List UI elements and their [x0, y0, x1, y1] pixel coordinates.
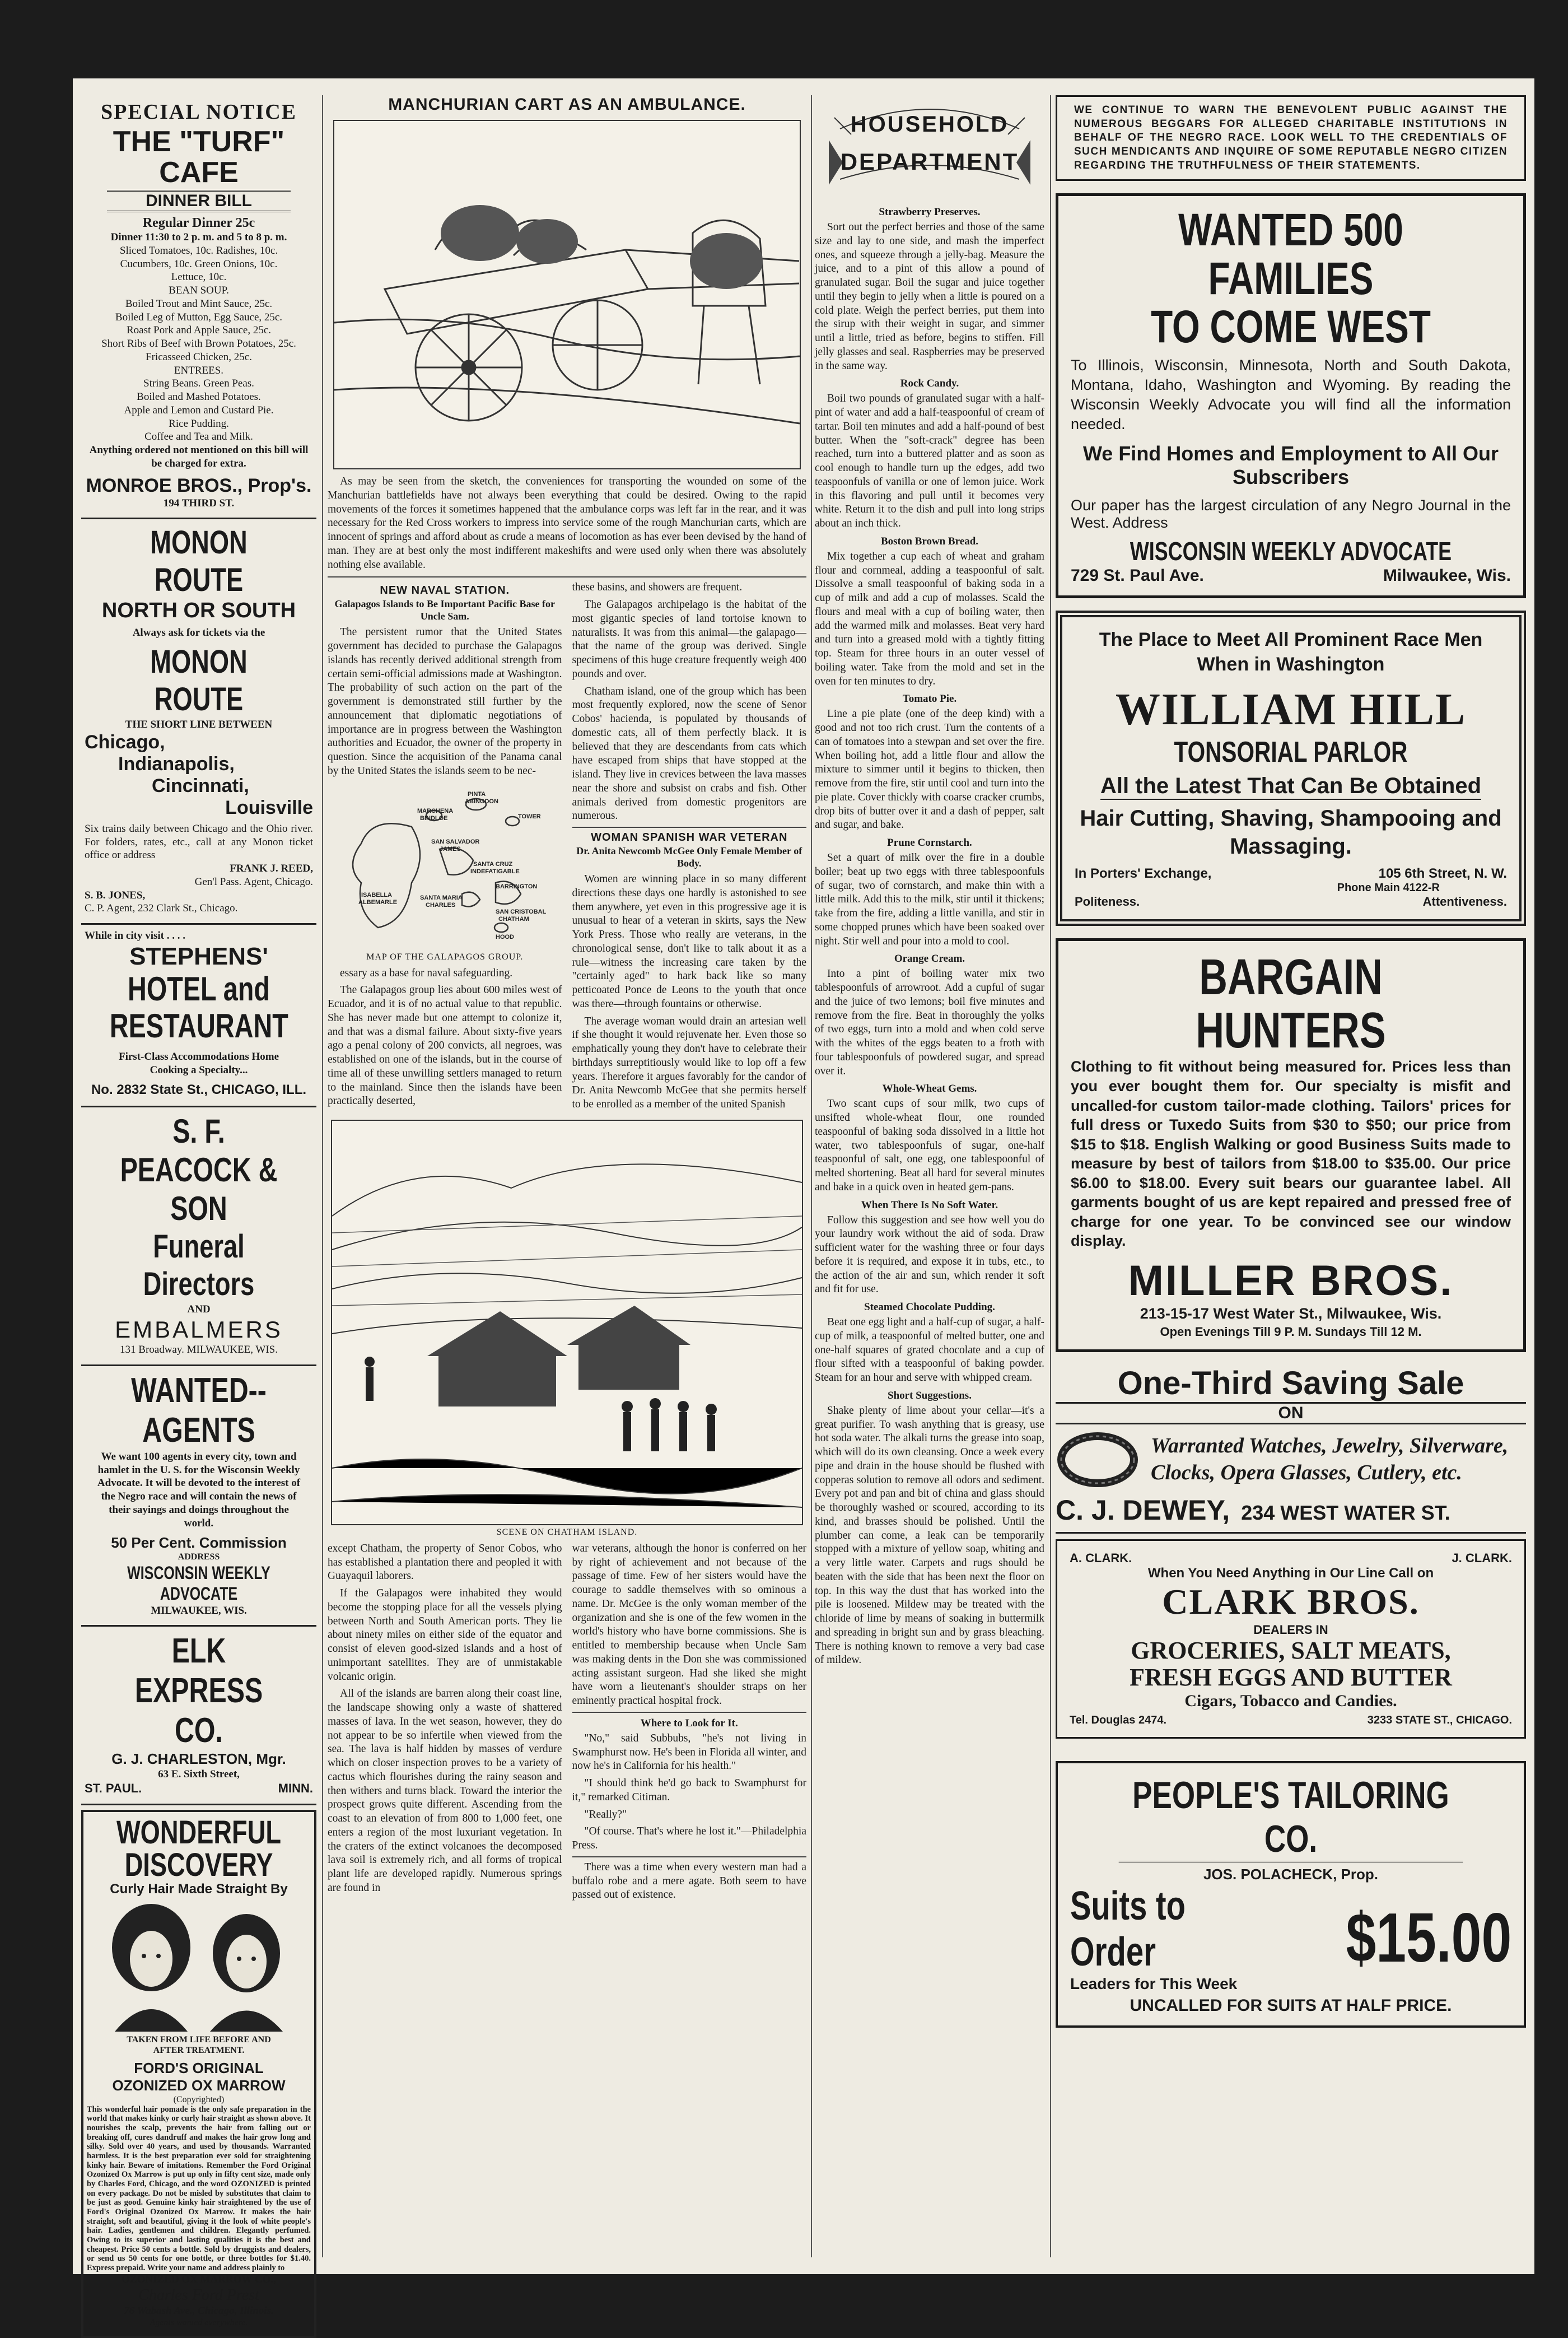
map-label: SANTA CRUZ [473, 860, 513, 868]
discovery-title: DISCOVERY [124, 1847, 273, 1884]
monon-city: Indianapolis, [118, 753, 235, 775]
map-label: ISABELLA [361, 891, 392, 898]
stephens-address: No. 2832 State St., CHICAGO, ILL. [91, 1082, 307, 1098]
turf-address: 194 THIRD ST. [163, 497, 235, 509]
hill-latest: All the Latest That Can Be Obtained [1100, 774, 1481, 800]
recipe-body: Mix together a cup each of wheat and graham flour and cornmeal, adding a teaspoonful of salt. Dissolve a small teaspoonful of baking soda in a cup of milk and add a cup of molasses. Scald the flours and meal with a cup of boiling water, then add the warmed milk and molasses. Beat very hard and turn into a greased mold with a tightly fitting top. Steam for three hours in an outer vessel of boiling water. Take from the mold and set in the oven for ten minutes to dry. [815, 550, 1044, 687]
galapagos-para: The Galapagos archipelago is the habitat of the most gigantic species of land tortoise known to naturalists. It was from this animal—the galapago—that the name of the group was derived. Single specimens of this huge creature frequently weigh 400 pounds and over. [572, 599, 806, 680]
recipe-title: Strawberry Preserves. [879, 206, 981, 218]
galapagos-para: essary as a base for naval safeguarding. [340, 967, 513, 979]
menu-item: Sliced Tomatoes, 10c. Radishes, 10c. [119, 244, 278, 257]
dewey-address: 234 WEST WATER ST. [1241, 1501, 1450, 1524]
families-title: WANTED 500 FAMILIES [1178, 204, 1403, 304]
galapagos-subhead: Galapagos Islands to Be Important Pacific Base for Uncle Sam. [334, 598, 555, 622]
elk-manager: G. J. CHARLESTON, Mgr. [111, 1750, 286, 1768]
recipe-body: Two scant cups of sour milk, two cups of unsifted whole-wheat flour, one rounded teaspoonful of baking soda dissolved in a little hot water, two tablespoonfuls of sugar, one-half teaspoonful of salt, one egg, one tablespoonful of melted shortening. Beat all hard for several minutes and bake in a quick oven in heated gem-pans. [815, 1098, 1044, 1193]
chatham-island-illustration [331, 1120, 803, 1525]
household-column [815, 95, 1044, 2263]
dewey-goods: Warranted Watches, Jewelry, Silverware, Clocks, Opera Glasses, Cutlery, etc. [1151, 1434, 1509, 1484]
recipe-body: Into a pint of boiling water mix two tablespoonfuls of arrowroot. Add a cupful of sugar and the juice of two lemons; boil five minutes and remove from the fire. Beat in thoroughly the yolks of two eggs, turn into a mold and when cold serve with the whites of the eggs beaten to a froth with four tablespoonfuls of powdered sugar, and spread over it. [815, 968, 1044, 1077]
menu-item: Cucumbers, 10c. Green Onions, 10c. [120, 258, 278, 270]
cart-sketch [334, 121, 800, 466]
agents-commission: 50 Per Cent. Commission [111, 1534, 287, 1552]
recipe-title: Tomato Pie. [902, 693, 957, 705]
column-rule [322, 95, 323, 2257]
veteran-subhead: Dr. Anita Newcomb McGee Only Female Member of Body. [576, 845, 802, 869]
column-rule [811, 95, 812, 2257]
menu-item: Boiled Trout and Mint Sauce, 25c. [125, 297, 273, 310]
wonderful-discovery-ad [81, 1810, 316, 2338]
menu-item: Roast Pork and Apple Sauce, 25c. [126, 324, 272, 337]
discovery-title: WONDERFUL [116, 1814, 282, 1851]
ads-column-left [81, 95, 316, 2328]
families-body2: Our paper has the largest circulation of any Negro Journal in the West. Address [1071, 497, 1511, 532]
cart-body: As may be seen from the sketch, the conveniences for transporting the wounded on some of the Manchurian battlefields have not always been everything that could be desired. Owing to the rapid movements of the forces it sometimes happened that the ambulance corps was left far in the rear, and it was necessary for the Red Cross workers to impress into service some of the rough Manchurian carts, which are innocent of springs and afford about as crude a means of locomotion as has ever been devised by the hand of man. They are at best only the most indifferent makeshifts and were used only when there was absolutely nothing else available. [328, 476, 806, 571]
cart-headline: MANCHURIAN CART AS AN AMBULANCE. [388, 95, 746, 114]
peoples-uncalled: UNCALLED FOR SUITS AT HALF PRICE. [1130, 1996, 1452, 2015]
clark-left: A. CLARK. [1070, 1550, 1132, 1565]
clark-bros-ad [1056, 1539, 1526, 1739]
monon-tickets: Always ask for tickets via the [132, 627, 265, 639]
recipe-list [815, 206, 1044, 1668]
monon-city: Chicago, [85, 731, 165, 753]
miller-bros-name: MILLER BROS. [1128, 1256, 1454, 1305]
galapagos-para: All of the islands are barren along their coast line, the landscape showing only a waste of shattered masses of lava. In the wet season, however, they do not appear to be so infertile when viewed from the sea. The lava is half hidden by masses of verdure which on closer inspection proves to be a variety of cactus which flourishes during the rainy season and then withers and turns black. Toward the interior the prospect grows quite different. Ascending from the coast to an elevation of from 800 to 1,000 feet, one enters a region of the most luxuriant vegetation. In the craters of the extinct volcanoes the decomposed lava soil is extremely rich, and all forms of tropical plant life are developed rapidly. Numerous springs are found in [328, 1688, 562, 1894]
monon-title: MONON ROUTE [150, 524, 248, 599]
recipe-body: Shake plenty of lime about your cellar—it's a great purifier. To wash anything that is greasy, use hot soda water. The alkali turns the grease into soap, which will do its own cleansing. Once a week every pipe and drain in the house should be flushed with copperas solution to remove all odors and sediment. Every pot and pan and bit of china and glass should be thoroughly washed or scoured, according to its kind, and brasses should be polished. Until the plumber can come, a leak can be temporarily stopped with a mixture of yellow soap, whiting and a very little water. Carpets and rugs should be beaten with the side that has been next the floor on top. In this way the dust that has worked into the pile is loosened. Mildew may be treated with the chloride of lime by means of soaking in buttermilk and spreading in bright sun and by grass bleaching. There is nothing known to remove a very bad case of mildew. [815, 1404, 1044, 1666]
recipe-body: Beat one egg light and a half-cup of sugar, a half-cup of milk, a teaspoonful of melted butter, one and one-half squares of grated chocolate and a cup of flour sifted with a teaspoonful of baking powder. Steam for an hour and serve with whipped cream. [815, 1316, 1044, 1384]
recipe-body: Set a quart of milk over the fire in a double boiler; beat up two eggs with three tablespoonfuls of sugar, two of cornstarch, and make thin with a little milk. Add this to the milk, stir until it thickens; take from the fire, adding a little vanilla, and stir in some chopped prunes which have been soaked over night. Stir well and pour into a mold to cool. [815, 852, 1044, 947]
where-para: "No," said Subbubs, "he's not living in Swamphurst now. He's been in Florida all winter, and now he's in California for his health." [572, 1732, 806, 1772]
hill-street: 105 6th Street, N. W. [1378, 866, 1507, 882]
stephens-name: STEPHENS' [129, 942, 268, 970]
recipe-title: Rock Candy. [900, 378, 959, 390]
dewey-on: ON [1056, 1402, 1526, 1424]
dewey-ad [1056, 1364, 1526, 1534]
peoples-price: $15.00 [1346, 1899, 1511, 1977]
galapagos-headline: NEW NAVAL STATION. [380, 584, 510, 597]
recipe-body: Boil two pounds of granulated sugar with a half-pint of water and add a half-teaspoonful of cream of tartar. Boil ten minutes and add a half-pound of best butter. When the "soft-crack" degree has been reached, turn into a buttered platter and as soon as cool enough to handle turn up the edges, add two teaspoonfuls of vanilla or one of lemon juice. Work in this flavoring and pull until it becomes very white. Return it to the dish and pull into long strips about an inch thick. [815, 393, 1044, 529]
newspaper-page [73, 78, 1534, 2328]
families-street: 729 St. Paul Ave. [1071, 566, 1204, 585]
peoples-tailoring-ad [1056, 1761, 1526, 2028]
menu-item: Short Ribs of Beef with Brown Potatoes, 25c. [101, 338, 296, 350]
island-scene [332, 1121, 802, 1522]
stephens-intro: While in city visit . . . . [85, 930, 185, 942]
map-label: BARRINGTON [496, 883, 538, 890]
household-banner [815, 95, 1044, 202]
monon-agent-title: C. P. Agent, 232 Clark St., Chicago. [85, 902, 238, 915]
galapagos-para: except Chatham, the property of Senor Cobos, who has established a plantation there and peopled it with Guayaquil laborers. [328, 1542, 562, 1582]
stephens-sub: First-Class Accommodations Home Cooking a Specialty... [118, 1050, 279, 1076]
regular-dinner: Regular Dinner 25c [142, 216, 255, 231]
families-find: We Find Homes and Employment to All Our Subscribers [1082, 442, 1499, 489]
recipe-title: Whole-Wheat Gems. [882, 1083, 977, 1095]
clark-line3: Cigars, Tobacco and Candies. [1184, 1691, 1397, 1710]
monon-agent-title: Gen'l Pass. Agent, Chicago. [194, 875, 313, 888]
recipe-title: Orange Cream. [894, 953, 965, 965]
turf-cafe-name: THE "TURF" CAFE [113, 125, 285, 189]
recipe-body: Sort out the perfect berries and those of the same size and lay to one side, and mash the imperfect ones, and squeeze through a jelly-bag. Measure the juice, and to a pint of this allow a pound of granulated sugar. Boil the sugar and juice together until they begin to jelly when a little is poured on a cold plate. Weigh the perfect berries, put them into the sirup with their weight in sugar, and simmer until a little, tried as before, begins to stiffen. Fill jelly glasses and seal. Raspberries may be preserved in the same way. [815, 221, 1044, 372]
menu-item: Lettuce, 10c. [171, 271, 227, 283]
hill-politeness: Politeness. [1075, 895, 1140, 909]
peoples-suits: Suits to Order [1070, 1883, 1186, 1974]
scene-caption: SCENE ON CHATHAM ISLAND. [496, 1527, 638, 1537]
recipe-body: Follow this suggestion and see how well you do your laundry work without the aid of soda. Draw sufficient water for the washing three or four days before it is required, and expose it in tubs, etc., to the action of the air and sun, which render it soft and fit for use. [815, 1214, 1044, 1296]
hill-phone: Phone Main 4122-R [1337, 882, 1440, 895]
veteran-para: Women are winning place in so many different directions these days one hardly is astonished to see them anywhere, yet even in this progressive age it is unusual to hear of a veteran in skirts, says the New York Press. Those who really are veterans, in the chronological sense, don't like to talk about it as a rule—witness the increasing care taken by the "certainly aged" to hark back like so many petticoated Ponce de Leons to the youth that once was there—through fountains or otherwise. [572, 873, 806, 1010]
peacock-address: 131 Broadway. MILWAUKEE, WIS. [120, 1344, 278, 1356]
hill-intro: The Place to Meet All Prominent Race Men When in Washington [1099, 629, 1483, 676]
galapagos-map [328, 782, 562, 950]
map-label: BINDLOE [420, 814, 448, 822]
peoples-leaders: Leaders for This Week [1070, 1974, 1238, 1992]
map-label: SAN SALVADOR [431, 838, 480, 845]
map-label: TOWER [518, 813, 541, 820]
monon-agent: S. B. JONES, [85, 889, 146, 901]
map-label: CHARLES [426, 901, 456, 909]
news-column [328, 95, 806, 2263]
recipe-title: Steamed Chocolate Pudding. [864, 1301, 995, 1313]
dinner-bill: DINNER BILL [107, 190, 291, 212]
product-name: OZONIZED OX MARROW [112, 2076, 286, 2094]
peacock-and: AND [187, 1303, 211, 1316]
elk-city: ST. PAUL. [85, 1781, 142, 1796]
clark-dealers: DEALERS IN [1253, 1622, 1328, 1637]
discovery-body: This wonderful hair pomade is the only safe preparation in the world that makes kinky or curly hair straight as shown above. It nourishes the scalp, prevents the hair from falling out or breaking off, cures dandruff and makes the hair grow long and silky. Sold over 40 years, and used by thousands. Warranted harmless. It is the best preparation ever sold for straightening kinky hair. Beware of imitations. Remember the Ford Original Ozonized Ox Marrow is put up only in fifty cent size, made only by Charles Ford, Chicago, and the word OZONIZED is printed on every package. Do not be misled by substitutes that claim to be just as good. Genuine kinky hair straightened by the use of Ford's Original Ozonized Ox Marrow. It makes the hair straight, soft and beautiful, giving it the look of white people's hair. Ladies, gentlemen and children. Elegantly perfumed. Owing to its superior and lasting qualities it is the best and cheapest. Price 50 cents a bottle. Sold by druggists and dealers, or send us 50 cents for one bottle, or three bottles for $1.40. Express prepaid. Write your name and address plainly to [87, 2104, 311, 2273]
menu-item: Fricasseed Chicken, 25c. [146, 351, 252, 363]
clark-line1: GROCERIES, SALT MEATS, [1131, 1636, 1451, 1664]
warning-notice [1056, 95, 1526, 181]
menu-item: Boiled Leg of Mutton, Egg Sauce, 25c. [115, 311, 283, 323]
manchurian-cart-illustration [333, 120, 801, 469]
monon-body: Six trains daily between Chicago and the Ohio river. For folders, rates, etc., call at any Monon ticket office or address [85, 822, 313, 861]
ring-icon [1056, 1429, 1140, 1491]
william-hill-ad [1056, 611, 1526, 926]
map-caption: MAP OF THE GALAPAGOS GROUP. [366, 952, 524, 962]
peoples-title: PEOPLE'S TAILORING CO. [1119, 1773, 1463, 1862]
miller-address: 213-15-17 West Water St., Milwaukee, Wis. [1140, 1305, 1442, 1322]
elk-name: ELK EXPRESS CO. [134, 1632, 263, 1750]
dewey-name: C. J. DEWEY, [1056, 1494, 1230, 1526]
peoples-prop: JOS. POLACHECK, Prop. [1203, 1865, 1379, 1883]
monon-city: Cincinnati, [152, 775, 249, 797]
clark-right: J. CLARK. [1452, 1550, 1512, 1565]
galapagos-para: these basins, and showers are frequent. [572, 581, 743, 594]
where-para: "Really?" [584, 1808, 627, 1820]
wanted-families-ad [1056, 193, 1526, 598]
monon-route-ad [81, 519, 316, 925]
menu-item: Boiled and Mashed Potatoes. [137, 391, 261, 403]
clark-tel: Tel. Douglas 2474. [1070, 1713, 1167, 1726]
map-label: MARCHENA [417, 807, 454, 814]
buffalo-para: There was a time when every western man had a buffalo robe and a mere agate. Both seem to have passed out of existence. [572, 1861, 806, 1901]
bargain-title: BARGAIN HUNTERS [1196, 949, 1386, 1059]
bargain-hunters-ad [1056, 938, 1526, 1352]
monon-short-line: THE SHORT LINE BETWEEN [125, 719, 273, 731]
map-label: INDEFATIGABLE [470, 868, 520, 875]
families-body: To Illinois, Wisconsin, Minnesota, North and South Dakota, Montana, Idaho, Washington and Wyoming. By reading the Wisconsin Weekly Advocate you will find all the information needed. [1071, 356, 1511, 432]
ads-column-right [1056, 95, 1526, 2263]
banner-department: DEPARTMENT [840, 148, 1019, 175]
agents-body: We want 100 agents in every city, town and hamlet in the U. S. for the Wisconsin Weekly Advocate. It will be devoted to the interest of the Negro race and will contain the news of their sayings and doings throughout the world. [97, 1450, 301, 1529]
map-label: CHATHAM [498, 915, 529, 923]
peacock-name: S. F. PEACOCK & SON [120, 1112, 278, 1228]
veteran-para: The average woman would drain an artesian well if she thought it would rejuvenate her. Even those so emphatically young they don't have to celebrate their birthdays surreptitiously would like to lop off a few years. Therefore it argues favorably for the candor of Dr. Anita Newcomb McGee that she permits herself to be enrolled as a member of the united Spanish [572, 1015, 806, 1111]
elk-state: MINN. [278, 1781, 313, 1796]
menu-item: Apple and Lemon and Custard Pie. [124, 404, 274, 416]
stephens-hotel: HOTEL and RESTAURANT [109, 970, 288, 1045]
veteran-headline: WOMAN SPANISH WAR VETERAN [591, 831, 788, 844]
where-headline: Where to Look for It. [640, 1717, 738, 1729]
clark-line2: FRESH EGGS AND BUTTER [1130, 1664, 1452, 1692]
agents-address-label: ADDRESS [178, 1552, 220, 1562]
agents-title: WANTED--AGENTS [131, 1371, 267, 1450]
families-city: Milwaukee, Wis. [1383, 566, 1511, 585]
menu-item: String Beans. Green Peas. [143, 378, 254, 390]
map-label: SANTA MARIA [420, 894, 463, 901]
map-label: SAN CRISTOBAL [496, 908, 547, 915]
recipe-title: Prune Cornstarch. [887, 837, 972, 849]
map-label: JAMES [440, 845, 461, 853]
turf-cafe-ad [81, 95, 316, 519]
map-of-galapagos [328, 782, 557, 950]
turf-proprietor: MONROE BROS., Prop's. [86, 474, 312, 496]
banner-household: HOUSEHOLD [850, 112, 1009, 137]
clark-name: CLARK BROS. [1162, 1581, 1420, 1622]
monon-title-2: MONON ROUTE [150, 644, 248, 718]
monon-city: Louisville [225, 797, 313, 818]
peacock-line1: Funeral Directors [143, 1228, 255, 1303]
warning-text: WE CONTINUE TO WARN THE BENEVOLENT PUBLIC AGAINST THE NUMEROUS BEGGARS FOR ALLEGED CHARITABLE INSTITUTIONS IN BEHALF OF THE NEGRO RACE. LOOK WELL TO THE CREDENTIALS OF SUCH MENDICANTS AND INQUIRE OF SOME REPUTABLE NEGRO CITIZEN REGARDING THE TRUTHFULNESS OF THEIR STATEMENTS. [1074, 104, 1508, 171]
menu-item: Rice Pudding. [169, 417, 229, 430]
galapagos-para: The Galapagos group lies about 600 miles west of Ecuador, and it is of no actual value to that republic. She has never made but one attempt to colonize it, and that was a dismal failure. About sixty-five years ago a penal colony of 200 convicts, all negroes, was established on one of the islands, but in the course of time all of these unwilling settlers managed to return to the mainland. Since then the islands have been practically deserted, [328, 984, 562, 1107]
product-name: FORD'S ORIGINAL [134, 2059, 264, 2076]
recipe-title: Short Suggestions. [888, 1389, 972, 1401]
copyright: (Copyrighted) [173, 2094, 225, 2104]
before-after-portraits [92, 1897, 305, 2032]
map-label: ALBEMARLE [358, 898, 398, 906]
peacock-line2: EMBALMERS [115, 1316, 283, 1343]
menu-list [85, 244, 313, 471]
discovery-agents: Agents wanted everywhere. [150, 2318, 248, 2328]
photo-caption: TAKEN FROM LIFE BEFORE AND AFTER TREATMENT. [127, 2035, 271, 2056]
hill-location: In Porters' Exchange, [1075, 866, 1212, 882]
map-label: PINTA [468, 790, 486, 798]
galapagos-para: Chatham island, one of the group which has been most frequently explored, now the scene of Senor Cobos' hacienda, is populated by thousands of domestic cats, all of them perfectly black. It is believed that they are descendants from cats which have escaped from ships that have stopped at the island. They live in crevices between the lava masses near the shore and subsist on crabs and fish. Other animals derived from domestic progenitors are numerous. [572, 685, 806, 822]
miller-hours: Open Evenings Till 9 P. M. Sundays Till 12 M. [1160, 1324, 1422, 1339]
elk-street: 63 E. Sixth Street, [158, 1768, 240, 1781]
agents-paper: WISCONSIN WEEKLY ADVOCATE [127, 1562, 270, 1604]
discovery-address: 76 Wabash Ave., Chicago, Illinois. [124, 2304, 274, 2317]
monon-sub: NORTH OR SOUTH [101, 599, 296, 623]
map-label: HOOD [496, 933, 514, 940]
recipe-title: When There Is No Soft Water. [861, 1199, 998, 1211]
dinner-hours: Dinner 11:30 to 2 p. m. and 5 to 8 p. m. [110, 231, 287, 244]
dewey-title: One-Third Saving Sale [1117, 1364, 1464, 1401]
hill-attentiveness: Attentiveness. [1422, 895, 1507, 909]
agents-city: MILWAUKEE, WIS. [151, 1604, 247, 1617]
discovery-sub: Curly Hair Made Straight By [110, 1881, 288, 1897]
recipe-body: Line a pie plate (one of the deep kind) with a good and not too rich crust. Turn the contents of a can of tomatoes into a stewpan and set over the fire. When boiling hot, add a little flour and allow the mixture to simmer until it begins to thicken, then remove from the fire, stir until cool and turn into the pie plate. Cover thickly with coarse cracker crumbs, drop bits of butter over it and a dash of pepper, salt and sugar, and bake. [815, 708, 1044, 831]
clark-address: 3233 STATE ST., CHICAGO. [1367, 1713, 1512, 1726]
elk-express-ad [81, 1627, 316, 1805]
stephens-hotel-ad [81, 925, 316, 1107]
monon-agent: FRANK J. REED, [230, 863, 313, 875]
galapagos-para: The persistent rumor that the United States government has decided to purchase the Galapagos islands has recently derived additional strength from certain semi-official admissions made at Washington. The probability of such action on the part of the government is demonstrated still further by the announcement that diplomatic negotiations of importance are in progress between the Washington authorities and Ecuador, the owner of the property in question. Since the acquisition of the Panama canal by the United States the islands seem to be nec- [328, 626, 562, 777]
bargain-body: Clothing to fit without being measured for. Prices less than you ever bought them for. Our specialty is misfit and uncalled-for custom tailor-made clothing. Tailors' prices for full dress or Tuxedo Suits from $30 to $50; our price from $15 to $18. English Walking or good Business Suits made to measure by best of tailors from $18.00 to $35.00. Our price $6.00 to $18.00. Every suit bears our guarantee label. All garments bought of us are kept repaired and pressed free of charge for one year. To be convinced see our window display. [1071, 1058, 1511, 1250]
families-paper: WISCONSIN WEEKLY ADVOCATE [1130, 537, 1452, 566]
menu-item: Anything ordered not mentioned on this bill will be charged for extra. [89, 444, 309, 469]
signature: Charles Ford Prest [138, 2286, 259, 2304]
wanted-agents-ad [81, 1366, 316, 1627]
discovery-order-to: OZONIZED OX MARROW CO., [122, 2273, 276, 2285]
special-notice: SPECIAL NOTICE [100, 100, 297, 124]
hill-sub: TONSORIAL PARLOR [1174, 736, 1408, 769]
hill-name: WILLIAM HILL [1115, 685, 1467, 735]
map-label: ABINGDON [465, 798, 498, 805]
menu-item: Coffee and Tea and Milk. [144, 431, 253, 443]
recipe-title: Boston Brown Bread. [880, 535, 979, 547]
where-para: "I should think he'd go back to Swamphurst for it," remarked Citiman. [572, 1777, 806, 1803]
where-para: "Of course. That's where he lost it."—Philadelphia Press. [572, 1825, 806, 1852]
menu-item: BEAN SOUP. [169, 285, 229, 297]
galapagos-para: If the Galapagos were inhabited they would become the stopping place for all the vessels plying between North and South American ports. They lie about ninety miles on either side of the equator and consist of eleven good-sized islands and a host of unimportant satellites. They are of unmistakable volcanic origin. [328, 1587, 562, 1683]
peacock-funeral-ad [81, 1107, 316, 1366]
column-rule [1050, 95, 1051, 2257]
menu-item: ENTREES. [174, 364, 224, 376]
families-title: TO COME WEST [1151, 301, 1431, 352]
clark-intro: When You Need Anything in Our Line Call on [1147, 1565, 1434, 1581]
hill-services: Hair Cutting, Shaving, Shampooing and Massaging. [1080, 806, 1502, 859]
veteran-para: war veterans, although the honor is conferred on her by right of achievement and not because of the passage of time. Few of her sisters would have the courage to saddle themselves with so ominous a name. Dr. McGee is the only woman member of the organization and she is one of the few women in the world's history who have borne commissions. She is entitled to membership because when Uncle Sam was making dents in the Don she was commissioned acting assistant surgeon. Had she liked she might have worn a lieutenant's shoulder straps on her eminently practical hospital frock. [572, 1542, 806, 1707]
